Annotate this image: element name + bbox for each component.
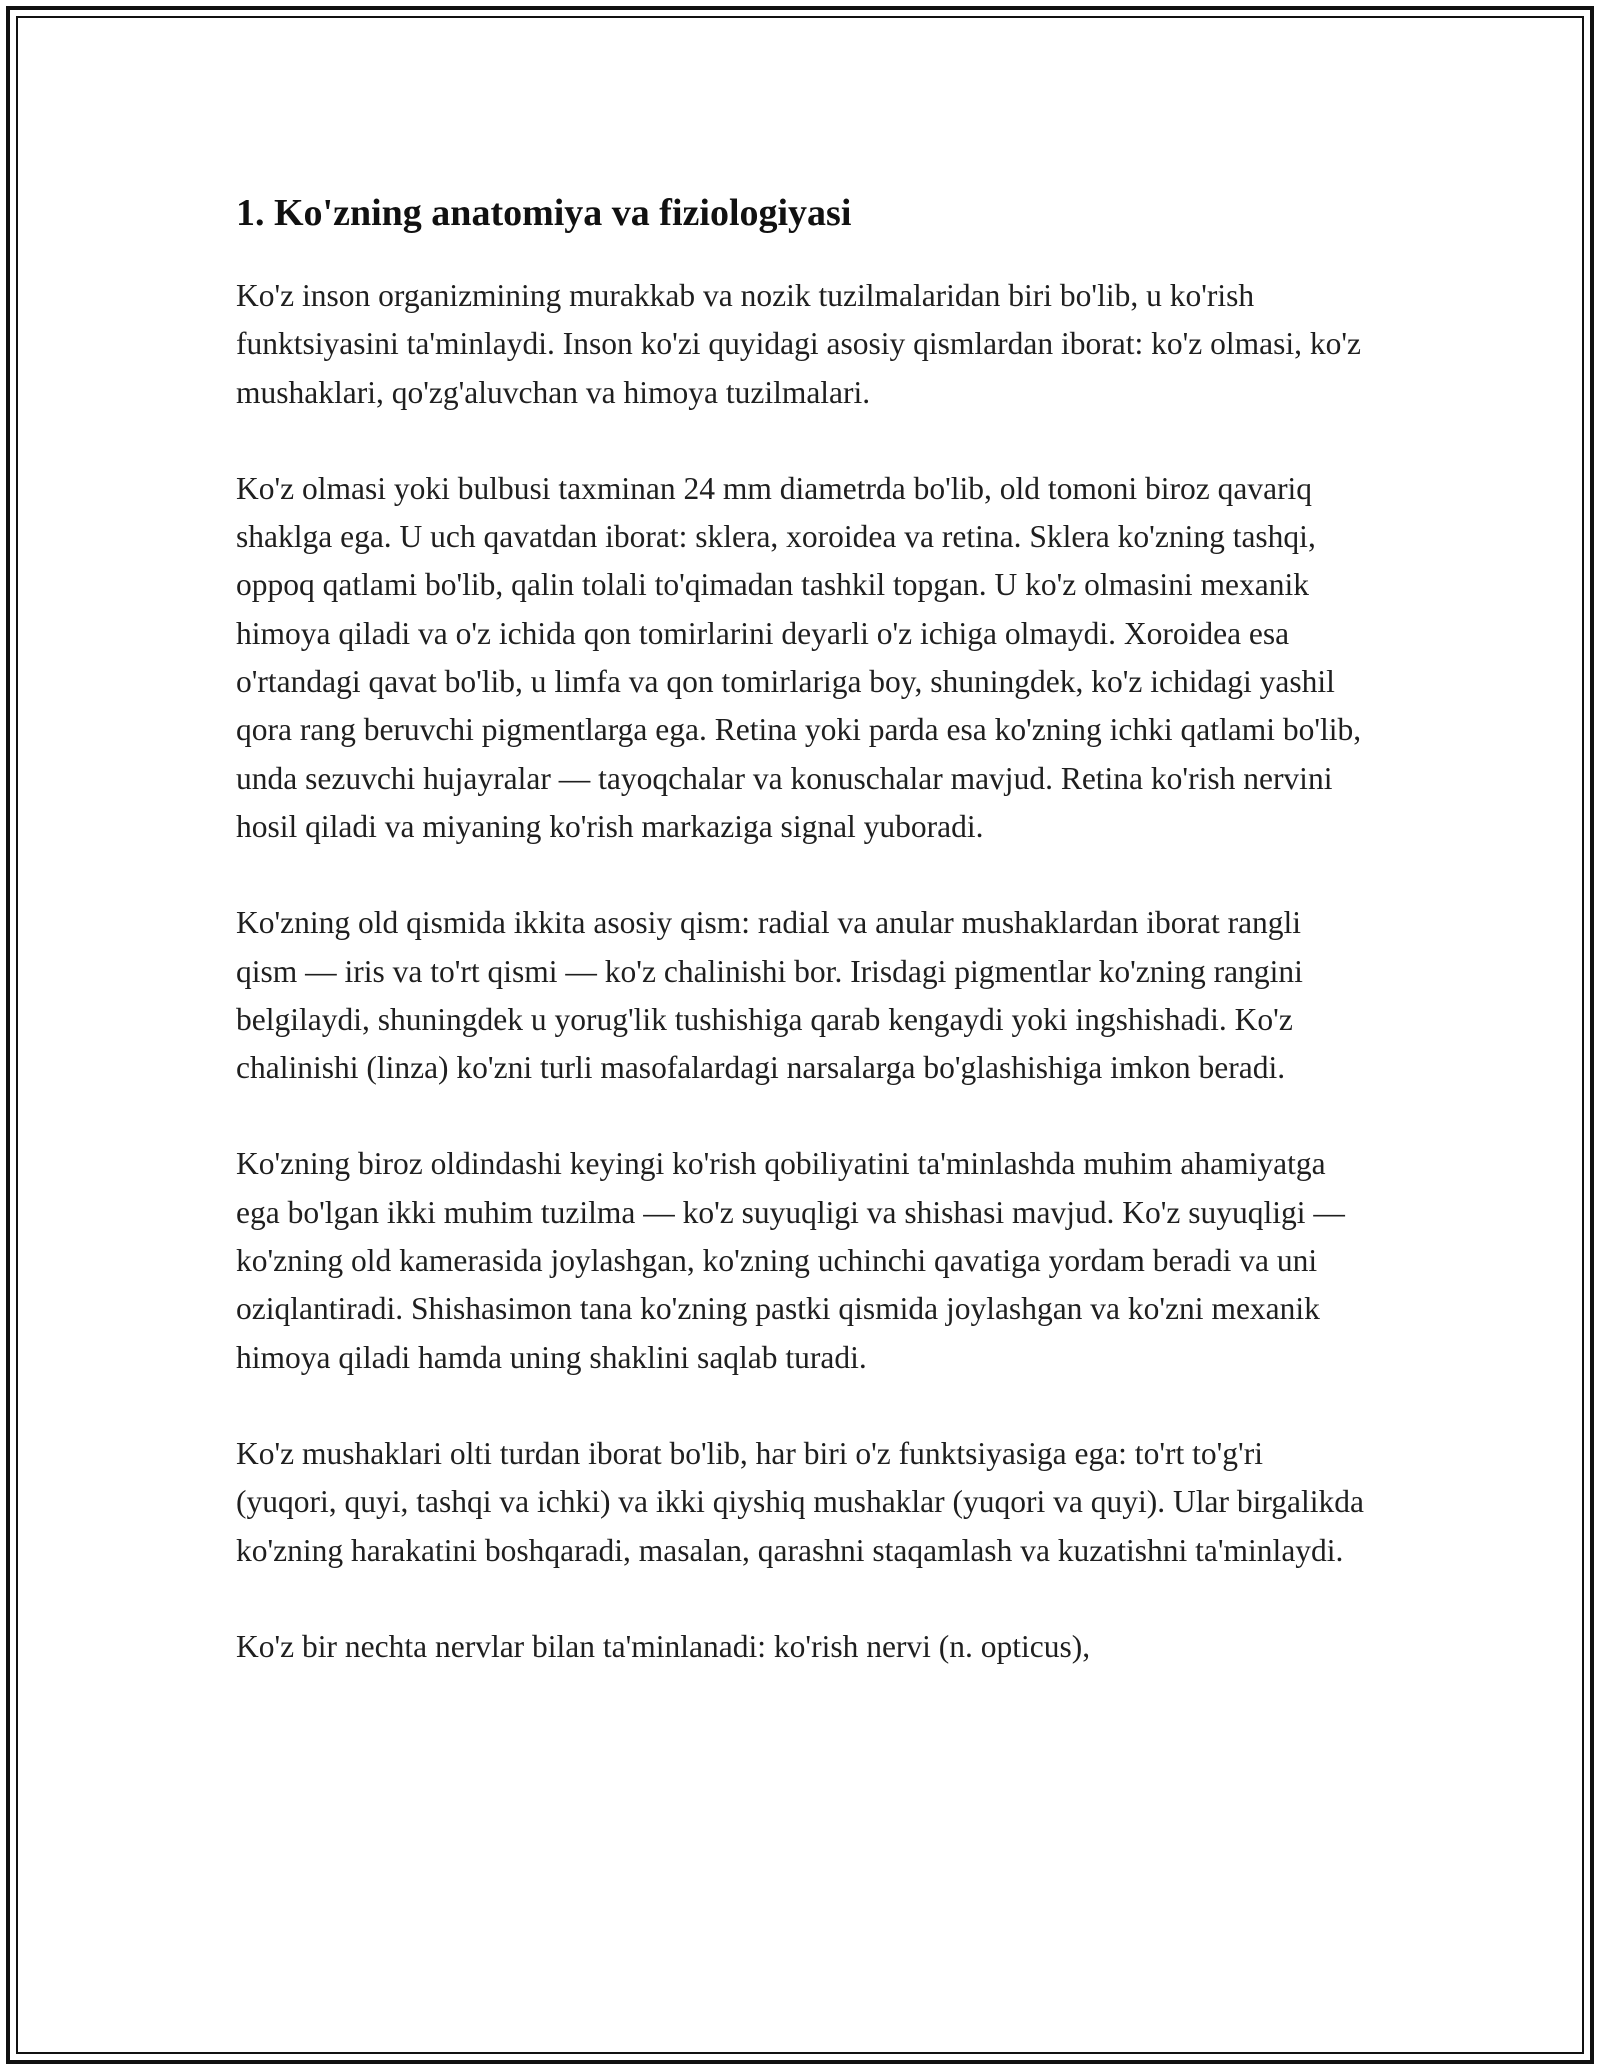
paragraph-nerves: Ko'z bir nechta nervlar bilan ta'minlanadi: ko'rish nervi (n. opticus), <box>236 1628 1091 1664</box>
document-body <box>236 188 1366 1719</box>
paragraph-fluids: Ko'zning biroz oldindashi keyingi ko'rish qobiliyatini ta'minlashda muhim ahamiyatga ega bo'lgan ikki muhim tuzilma — ko'z suyuqligi va shishasi mavjud. Ko'z suyuqligi — ko'zning old kamerasida joylashgan, ko'zning uchinchi qavatiga yordam beradi va uni oziqlantiradi. Shishasimon tana ko'zning pastki qismida joylashgan va ko'zni mexanik himoya qiladi hamda uning shaklini saqlab turadi. <box>236 1146 1345 1375</box>
paragraph-eyeball: Ko'z olmasi yoki bulbusi taxminan 24 mm diametrda bo'lib, old tomoni biroz qavariq shaklga ega. U uch qavatdan iborat: sklera, xoroidea va retina. Sklera ko'zning tashqi, oppoq qatlami bo'lib, qalin tolali to'qimadan tashkil topgan. U ko'z olmasini mexanik himoya qiladi va o'z ichida qon tomirlarini deyarli o'z ichiga olmaydi. Xoroidea esa o'rtandagi qavat bo'lib, u limfa va qon tomirlariga boy, shuningdek, ko'z ichidagi yashil qora rang beruvchi pigmentlarga ega. Retina yoki parda esa ko'zning ichki qatlami bo'lib, unda sezuvchi hujayralar — tayoqchalar va konuschalar mavjud. Retina ko'rish nervini hosil qiladi va miyaning ko'rish markaziga signal yuboradi. <box>236 470 1362 844</box>
paragraph-front-part: Ko'zning old qismida ikkita asosiy qism: radial va anular mushaklardan iborat rangli qism — iris va to'rt qismi — ko'z chalinishi bor. Irisdagi pigmentlar ko'zning rangini belgilaydi, shuningdek u yorug'lik tushishiga qarab kengaydi yoki ingshishadi. Ko'z chalinishi (linza) ko'zni turli masofalardagi narsalarga bo'glashishiga imkon beradi. <box>236 905 1303 1086</box>
paragraph-intro: Ko'z inson organizmining murakkab va nozik tuzilmalaridan biri bo'lib, u ko'rish funktsiyasini ta'minlaydi. Inson ko'zi quyidagi asosiy qismlardan iborat: ko'z olmasi, ko'z mushaklari, qo'zg'aluvchan va himoya tuzilmalari. <box>236 278 1362 410</box>
section-heading: 1. Ko'zning anatomiya va fiziologiyasi <box>236 192 852 234</box>
paragraph-muscles: Ko'z mushaklari olti turdan iborat bo'lib, har biri o'z funktsiyasiga ega: to'rt to'g'ri (yuqori, quyi, tashqi va ichki) va ikki qiyshiq mushaklar (yuqori va quyi). Ular birgalikda ko'zning harakatini boshqaradi, masalan, qarashni staqamlash va kuzatishni ta'minlaydi. <box>236 1435 1364 1568</box>
